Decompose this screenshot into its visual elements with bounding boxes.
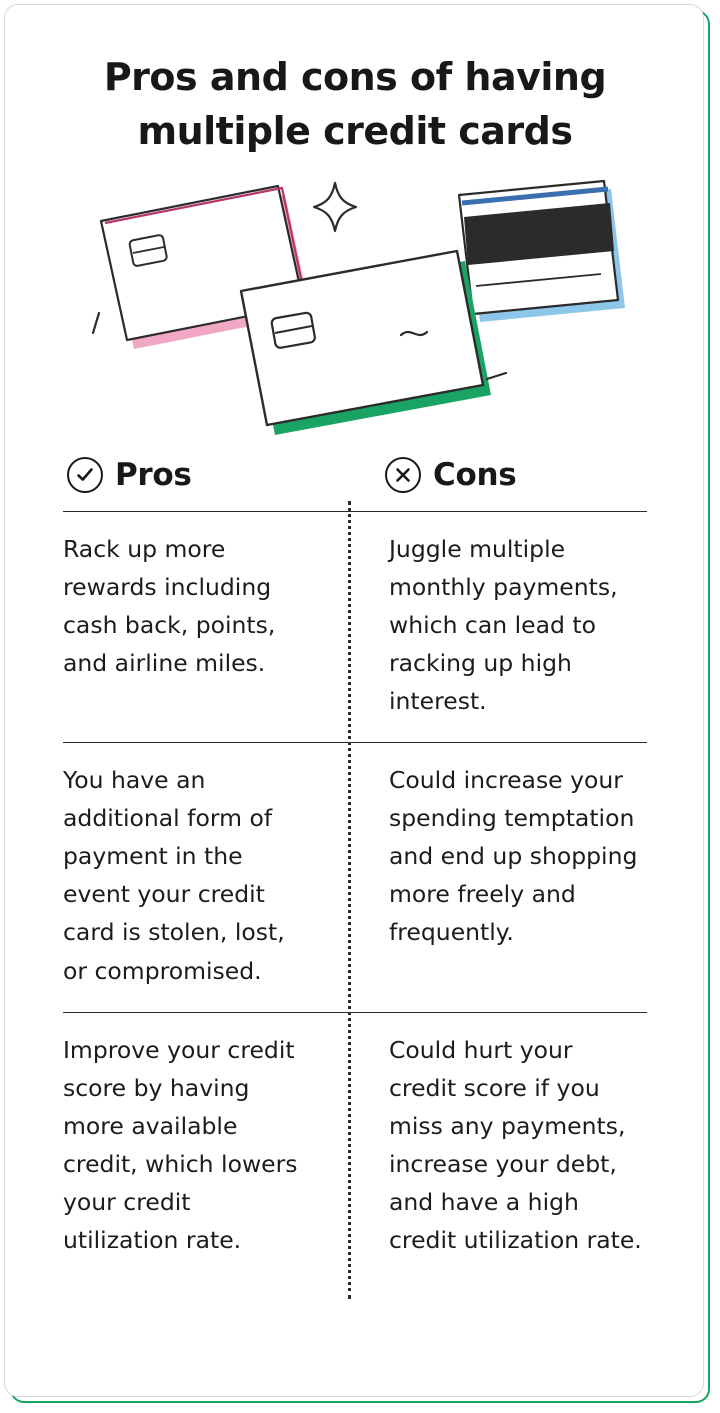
con-cell: Could hurt your credit score if you miss any payments, increase your debt, and have a high credit utilization rate. <box>389 1035 642 1254</box>
column-headers <box>63 457 647 493</box>
column-header-pros <box>63 457 355 493</box>
pro-cell: Rack up more rewards including cash back, points, and airline miles. <box>63 534 276 678</box>
con-cell: Juggle multiple monthly payments, which can lead to racking up high interest. <box>389 534 618 716</box>
column-label-cons: Cons <box>433 456 517 493</box>
page-title: Pros and cons of having multiple credit cards <box>103 55 607 153</box>
content-area <box>5 5 704 1397</box>
table-row <box>63 512 647 742</box>
sparkle-icon <box>314 183 356 231</box>
table-row <box>63 743 647 1011</box>
pros-cons-table <box>63 511 647 1281</box>
pro-cell: Improve your credit score by having more available credit, which lowers your credit utilization rate. <box>63 1035 298 1254</box>
table-row <box>63 1013 647 1281</box>
column-label-pros: Pros <box>115 456 192 493</box>
three-credit-cards-illustration <box>63 173 647 451</box>
card-surface <box>4 4 704 1397</box>
column-header-cons <box>355 457 647 493</box>
x-circle-icon <box>385 457 421 493</box>
check-circle-icon <box>67 457 103 493</box>
con-cell: Could increase your spending temptation and end up shopping more freely and frequently. <box>389 766 638 947</box>
pro-cell: You have an additional form of payment in the event your credit card is stolen, lost, or compromised. <box>63 766 285 985</box>
